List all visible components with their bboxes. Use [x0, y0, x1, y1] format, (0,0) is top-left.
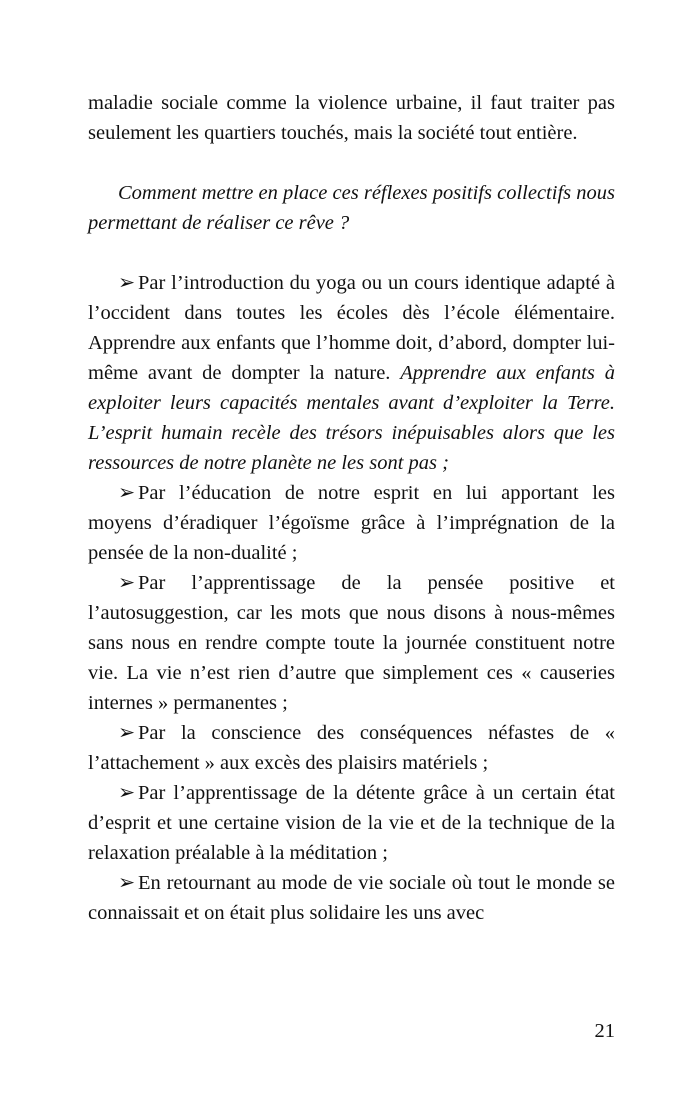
arrow-bullet-icon: ➢ — [118, 782, 136, 804]
list-item-text: Par l’apprentissage de la pensée positive et l’autosuggestion, car les mots que nous disons à nous-mêmes sans nous en rendre compte toute la journée constituent notre vie. La vie n’est rien d’autre que simplement ces « causeries internes » permanentes ; — [88, 572, 615, 714]
arrow-bullet-icon: ➢ — [118, 572, 136, 594]
intro-paragraph: maladie sociale comme la violence urbaine, il faut traiter pas seulement les quartiers touchés, mais la société tout entière. — [88, 92, 615, 144]
arrow-bullet-icon: ➢ — [118, 272, 136, 294]
arrow-bullet-icon: ➢ — [118, 872, 136, 894]
list-item-text: En retournant au mode de vie sociale où tout le monde se connaissait et on était plus solidaire les uns avec — [88, 872, 615, 924]
question-paragraph: Comment mettre en place ces réflexes positifs collectifs nous permettant de réaliser ce rêve ? — [88, 182, 615, 234]
page-body — [88, 88, 615, 928]
list-item — [88, 868, 615, 928]
list-item-text: Par l’introduction du yoga ou un cours identique adapté à l’occident dans toutes les écoles dès l’école élémentaire. Apprendre aux enfants que l’homme doit, d’abord, dompter lui-même avant de dompter la nature. — [88, 272, 615, 384]
list-item-text: Par la conscience des conséquences néfastes de « l’attachement » aux excès des plaisirs matériels ; — [88, 722, 615, 774]
paragraph-gap — [88, 148, 615, 178]
list-item — [88, 568, 615, 718]
list-item-italic-text: Apprendre aux enfants à exploiter leurs capacités mentales avant d’exploiter la Terre. L’esprit humain recèle des trésors inépuisables alors que les ressources de notre planète ne les sont pas ; — [88, 362, 615, 474]
page-number: 21 — [594, 1020, 615, 1042]
list-item-text: Par l’apprentissage de la détente grâce à un certain état d’esprit et une certaine vision de la vie et de la technique de la relaxation préalable à la méditation ; — [88, 782, 615, 864]
list-item — [88, 718, 615, 778]
arrow-bullet-icon: ➢ — [118, 482, 136, 504]
list-item — [88, 778, 615, 868]
list-item-text: Par l’éducation de notre esprit en lui apportant les moyens d’éradiquer l’égoïsme grâce à l’imprégnation de la pensée de la non-dualité ; — [88, 482, 615, 564]
list-item — [88, 478, 615, 568]
arrow-bullet-icon: ➢ — [118, 722, 136, 744]
paragraph-gap — [88, 238, 615, 268]
list-item — [88, 268, 615, 478]
